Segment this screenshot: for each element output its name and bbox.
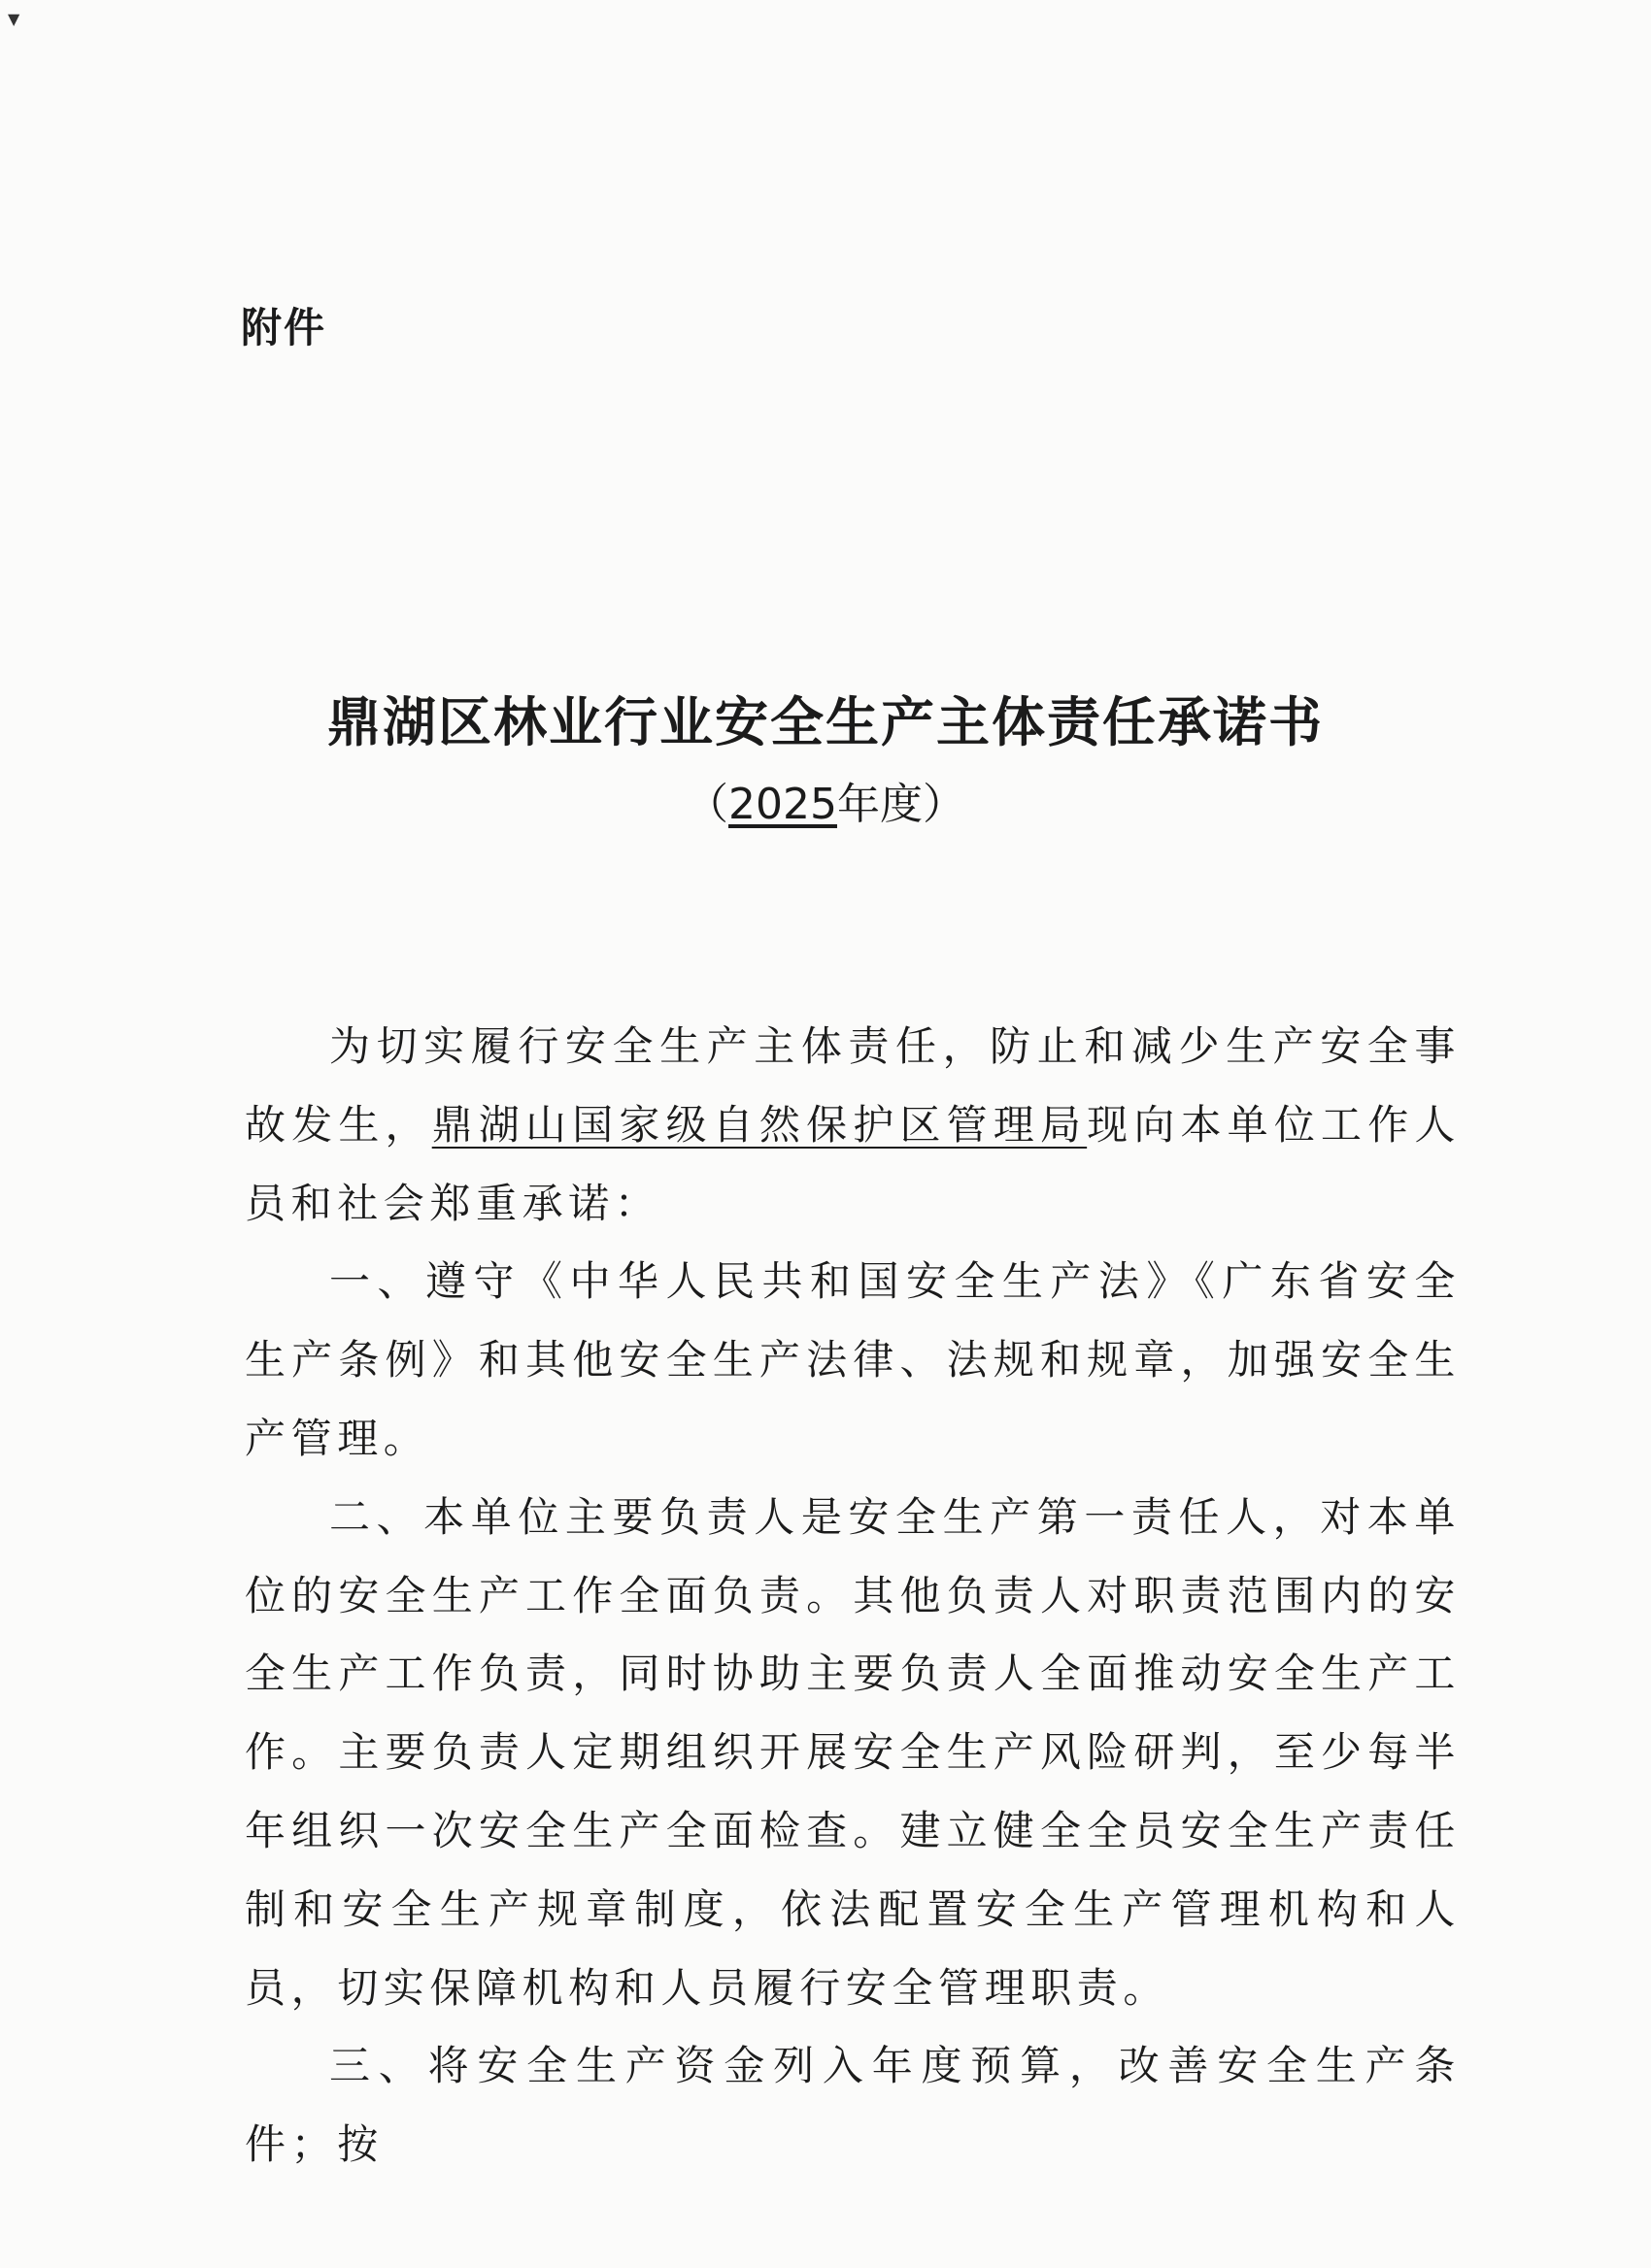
paragraph-item-2: 二、本单位主要负责人是安全生产第一责任人，对本单位的安全生产工作全面负责。其他负责人对职责范围内的安全生产工作负责，同时协助主要负责人全面推动安全生产工作。主要负责人定期组织开展安全生产风险研判，至少每半年组织一次安全生产全面检查。建立健全全员安全生产责任制和安全生产规章制度，依法配置安全生产管理机构和人员，切实保障机构和人员履行安全管理职责。 xyxy=(245,1492,1461,2012)
paragraph-item-1: 一、遵守《中华人民共和国安全生产法》《广东省安全生产条例》和其他安全生产法律、法规和规章，加强安全生产管理。 xyxy=(245,1257,1461,1462)
paragraph-item-3: 三、将安全生产资金列入年度预算，改善安全生产条件；按 xyxy=(245,2042,1461,2169)
attachment-label: 附件 xyxy=(241,304,327,351)
intro-text-after: 现向本单位工作人员和社会郑重承诺： xyxy=(245,1100,1461,1227)
scan-mark: ▼ xyxy=(8,10,20,28)
paragraph-intro xyxy=(245,1008,1461,1243)
document-title: 鼎湖区林业行业安全生产主体责任承诺书 xyxy=(326,691,1324,753)
year-open: （ xyxy=(686,780,728,829)
intro-text-before: 为切实履行安全生产主体责任，防止和减少生产安全事故发生， xyxy=(245,1022,1461,1149)
year-value: 2025 xyxy=(728,780,837,829)
unit-name: 鼎湖山国家级自然保护区管理局 xyxy=(431,1100,1088,1149)
document-year xyxy=(0,769,1651,831)
document-body xyxy=(245,1008,1461,2185)
year-suffix: 年度） xyxy=(836,780,965,829)
